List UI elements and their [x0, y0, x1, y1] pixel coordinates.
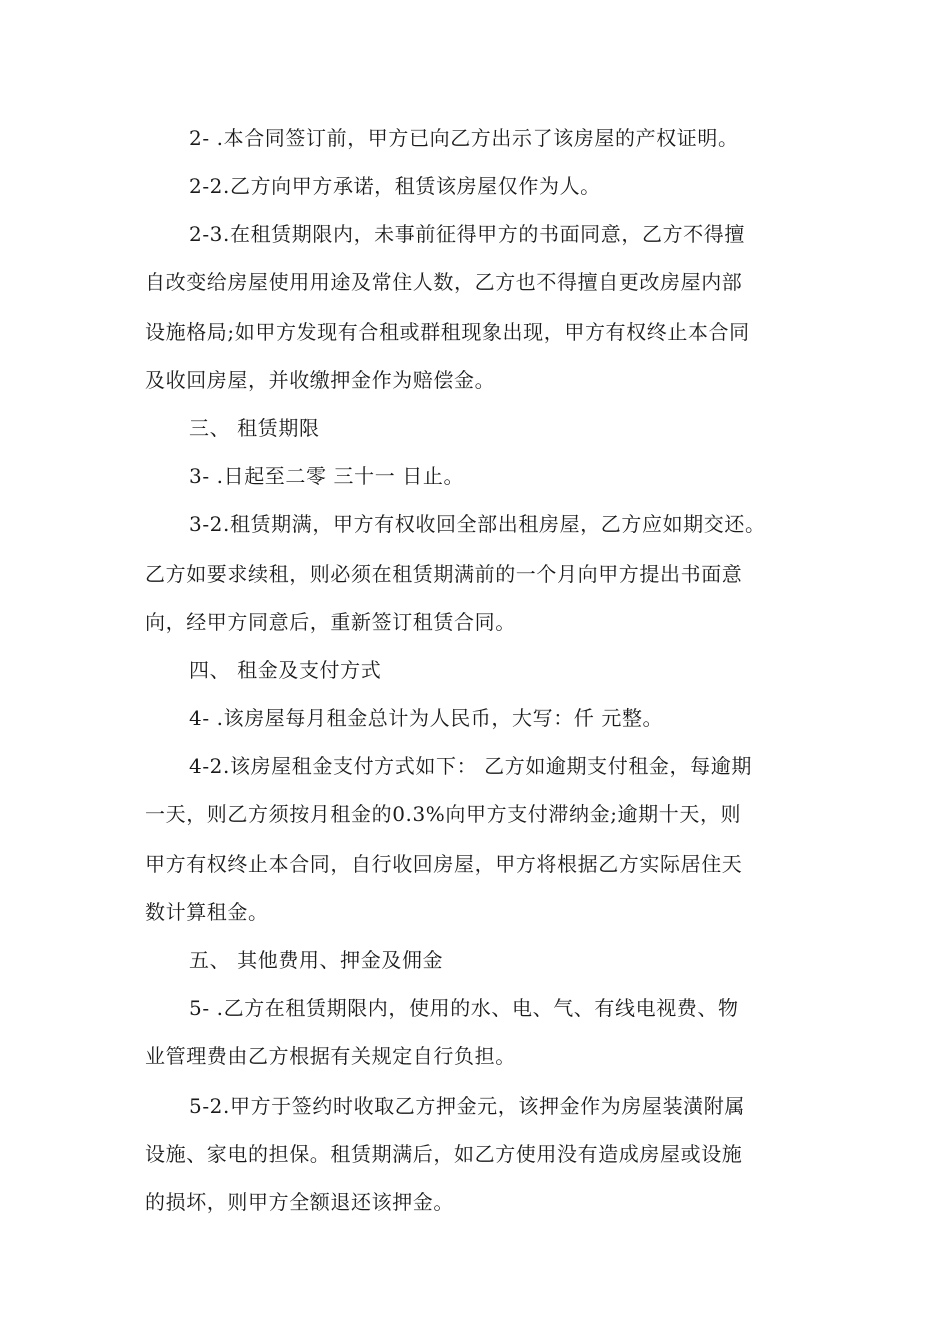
- paragraph-line: 4- .该房屋每月租金总计为人民币，大写：仟 元整。: [189, 706, 664, 730]
- paragraph-line: 2-3.在租赁期限内，未事前征得甲方的书面同意，乙方不得擅: [189, 222, 745, 246]
- paragraph-line: 向，经甲方同意后，重新签订租赁合同。: [145, 610, 516, 634]
- paragraph-line: 5-2.甲方于签约时收取乙方押金元，该押金作为房屋装潢附属: [189, 1094, 745, 1118]
- section-heading: 五、 其他费用、押金及佣金: [189, 948, 444, 972]
- paragraph-line: 甲方有权终止本合同，自行收回房屋，甲方将根据乙方实际居住天: [145, 852, 743, 876]
- paragraph-line: 3-2.租赁期满，甲方有权收回全部出租房屋，乙方应如期交还。: [189, 512, 766, 536]
- paragraph-line: 设施格局;如甲方发现有合租或群租现象出现，甲方有权终止本合同: [145, 320, 750, 344]
- paragraph-line: 设施、家电的担保。租赁期满后，如乙方使用没有造成房屋或设施: [145, 1142, 743, 1166]
- paragraph-line: 业管理费由乙方根据有关规定自行负担。: [145, 1044, 516, 1068]
- paragraph-line: 一天，则乙方须按月租金的0.3%向甲方支付滞纳金;逾期十天，则: [145, 802, 742, 826]
- paragraph-line: 自改变给房屋使用用途及常住人数，乙方也不得擅自更改房屋内部: [145, 270, 743, 294]
- paragraph-line: 数计算租金。: [145, 900, 269, 924]
- section-heading: 四、 租金及支付方式: [189, 658, 382, 682]
- paragraph-line: 4-2.该房屋租金支付方式如下： 乙方如逾期支付租金，每逾期: [189, 754, 752, 778]
- paragraph-line: 2- .本合同签订前，甲方已向乙方出示了该房屋的产权证明。: [189, 126, 739, 150]
- paragraph-line: 及收回房屋，并收缴押金作为赔偿金。: [145, 368, 496, 392]
- paragraph-line: 乙方如要求续租，则必须在租赁期满前的一个月向甲方提出书面意: [145, 562, 743, 586]
- paragraph-line: 的损坏，则甲方全额退还该押金。: [145, 1190, 454, 1214]
- section-heading: 三、 租赁期限: [189, 416, 320, 440]
- paragraph-line: 5- .乙方在租赁期限内，使用的水、电、气、有线电视费、物: [189, 996, 739, 1020]
- paragraph-line: 3- .日起至二零 三十一 日止。: [189, 464, 465, 488]
- paragraph-line: 2-2.乙方向甲方承诺，租赁该房屋仅作为人。: [189, 174, 601, 198]
